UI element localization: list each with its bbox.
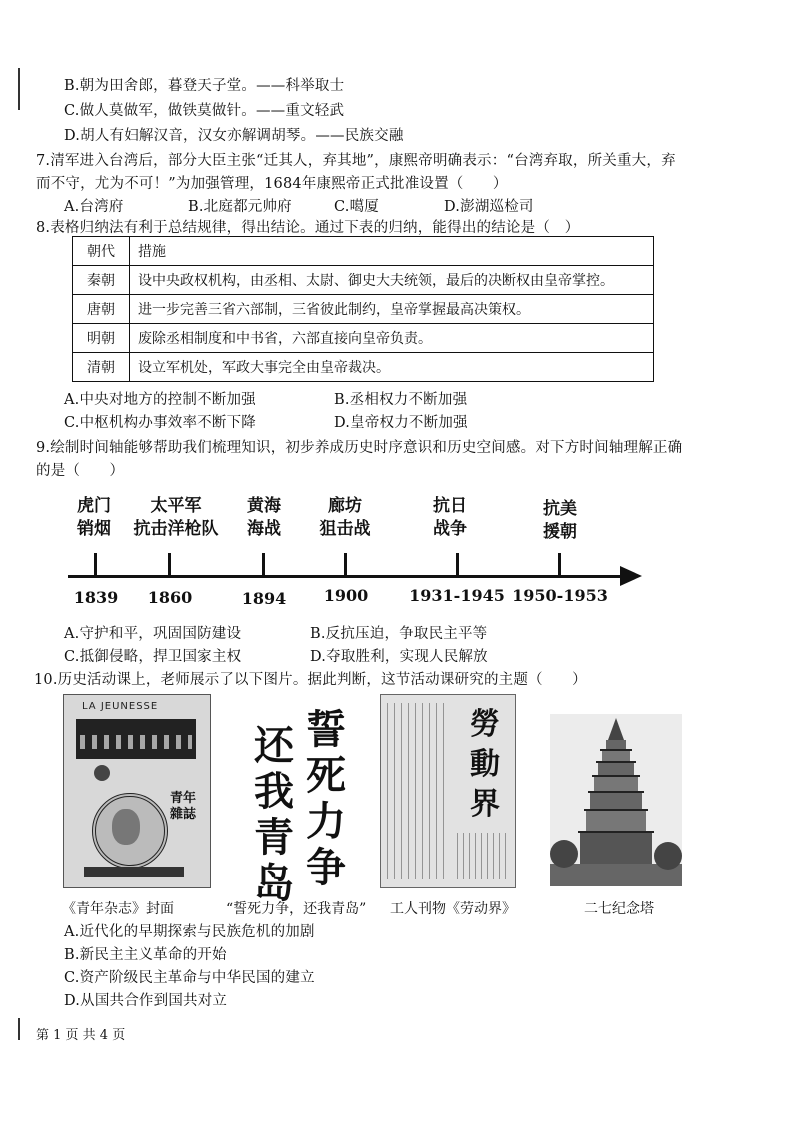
q9-option-b: B.反抗压迫，争取民主平等 <box>310 626 488 642</box>
slogan-char: 我 <box>254 768 294 815</box>
slogan-char: 力 <box>306 798 346 845</box>
q7-option-a: A.台湾府 <box>64 199 124 215</box>
table-header-cell: 朝代 <box>73 237 130 266</box>
q9-option-c: C.抵御侵略，捍卫国家主权 <box>64 649 242 665</box>
timeline-event-label: 虎门 销烟 <box>77 496 111 539</box>
magazine-banner-crowd <box>80 735 192 749</box>
timeline-tick <box>344 553 347 575</box>
newspaper-lower-text <box>457 833 509 879</box>
table-cell: 唐朝 <box>73 295 130 324</box>
q9-stem-line2: 的是（ ） <box>36 463 125 479</box>
q6-option-c: C.做人莫做军，做铁莫做针。——重文轻武 <box>64 103 345 119</box>
table-cell: 明朝 <box>73 324 130 353</box>
q9-stem-line1: 9.绘制时间轴能够帮助我们梳理知识，初步养成历史时序意识和历史空间感。对下方时间轴理解正确 <box>36 440 683 456</box>
timeline-event-label: 抗日 战争 <box>433 496 467 539</box>
erqi-memorial-tower-image <box>550 714 682 886</box>
timeline-event-label: 黄海 海战 <box>247 496 281 539</box>
q6-option-b: B.朝为田舍郎，暮登天子堂。——科举取士 <box>64 78 345 94</box>
newspaper-title: 勞動界 <box>470 707 500 822</box>
slogan-char: 还 <box>254 722 294 769</box>
timeline-year: 1900 <box>323 586 369 605</box>
timeline-year: 1950-1953 <box>512 586 608 605</box>
table-cell: 秦朝 <box>73 266 130 295</box>
magazine-portrait-face <box>112 809 140 845</box>
table-cell: 清朝 <box>73 353 130 382</box>
table-cell: 废除丞相制度和中书省，六部直接向皇帝负责。 <box>130 324 654 353</box>
timeline-tick <box>456 553 459 575</box>
table-row <box>73 266 654 295</box>
table-cell: 设立军机处，军政大事完全由皇帝裁决。 <box>130 353 654 382</box>
table-cell: 进一步完善三省六部制，三省彼此制约，皇帝掌握最高决策权。 <box>130 295 654 324</box>
timeline-year: 1931-1945 <box>409 586 505 605</box>
tower-drawing <box>550 714 682 886</box>
table-row <box>73 324 654 353</box>
q10-option-d: D.从国共合作到国共对立 <box>64 993 228 1009</box>
slogan-char: 岛 <box>254 860 294 907</box>
q8-stem: 8.表格归纳法有利于总结规律，得出结论。通过下表的归纳，能得出的结论是（ ） <box>36 220 580 236</box>
q10-stem: 10.历史活动课上，老师展示了以下图片。据此判断，这节活动课研究的主题（ ） <box>34 672 587 688</box>
timeline-tick <box>94 553 97 575</box>
magazine-side-title: 青年雜誌 <box>170 791 197 822</box>
magazine-footer-bar <box>84 867 184 877</box>
q8-option-c: C.中枢机构办事效率不断下降 <box>64 415 256 431</box>
magazine-title-text: LA JEUNESSE <box>82 701 159 712</box>
q9-option-d: D.夺取胜利，实现人民解放 <box>310 649 488 665</box>
table-row <box>73 295 654 324</box>
slogan-calligraphy-image <box>250 706 360 907</box>
page-footer: 第 1 页 共 4 页 <box>36 1028 126 1043</box>
timeline-year: 1839 <box>73 588 119 607</box>
labor-world-newspaper-image <box>380 694 516 888</box>
q9-option-a: A.守护和平，巩固国防建设 <box>64 626 242 642</box>
timeline-tick <box>168 553 171 575</box>
page-edge-mark <box>18 68 20 110</box>
table-header-row <box>73 237 654 266</box>
slogan-char: 誓 <box>306 706 346 753</box>
timeline-axis <box>68 575 624 578</box>
timeline-event-label: 太平军 抗击洋枪队 <box>133 496 219 539</box>
slogan-char: 争 <box>306 844 346 891</box>
table-header-cell: 措施 <box>130 237 654 266</box>
slogan-char: 青 <box>254 814 294 861</box>
timeline-event-label: 抗美 援朝 <box>543 499 577 542</box>
timeline-tick <box>262 553 265 575</box>
q8-option-b: B.丞相权力不断加强 <box>334 392 468 408</box>
q7-stem-line2: 而不守，尤为不可！”为加强管理，1684年康熙帝正式批准设置（ ） <box>36 176 508 192</box>
q10-option-a: A.近代化的早期探索与民族危机的加剧 <box>64 924 315 940</box>
slogan-char: 死 <box>306 752 346 799</box>
timeline-year: 1894 <box>241 589 287 608</box>
q7-option-b: B.北庭都元帅府 <box>188 199 292 215</box>
page-edge-mark <box>18 1018 20 1040</box>
magazine-emblem <box>94 765 110 781</box>
table-row <box>73 353 654 382</box>
pic3-caption: 工人刊物《劳动界》 <box>390 901 516 917</box>
q7-option-d: D.澎湖巡检司 <box>444 199 534 215</box>
pic2-caption: “誓死力争，还我青岛” <box>226 901 367 917</box>
q7-stem-line1: 7.清军进入台湾后，部分大臣主张“迁其人，弃其地”，康熙帝明确表示：“台湾弃取，所关重大，弃 <box>36 153 676 169</box>
q8-option-d: D.皇帝权力不断加强 <box>334 415 468 431</box>
timeline-tick <box>558 553 561 575</box>
q6-option-d: D.胡人有妇解汉音，汉女亦解调胡琴。——民族交融 <box>64 128 404 144</box>
timeline-event-label: 廊坊 狙击战 <box>319 496 371 539</box>
q7-option-c: C.噶厦 <box>334 199 379 215</box>
youth-magazine-cover-image <box>63 694 211 888</box>
q10-option-b: B.新民主主义革命的开始 <box>64 947 227 963</box>
pic1-caption: 《青年杂志》封面 <box>62 901 174 917</box>
pic4-caption: 二七纪念塔 <box>584 901 654 917</box>
table-cell: 设中央政权机构，由丞相、太尉、御史大夫统领，最后的决断权由皇帝掌控。 <box>130 266 654 295</box>
timeline-arrow-head <box>620 566 642 586</box>
q8-table <box>72 236 654 382</box>
timeline-year: 1860 <box>147 588 193 607</box>
q8-option-a: A.中央对地方的控制不断加强 <box>64 392 256 408</box>
newspaper-text-columns <box>387 703 449 879</box>
q10-option-c: C.资产阶级民主革命与中华民国的建立 <box>64 970 315 986</box>
